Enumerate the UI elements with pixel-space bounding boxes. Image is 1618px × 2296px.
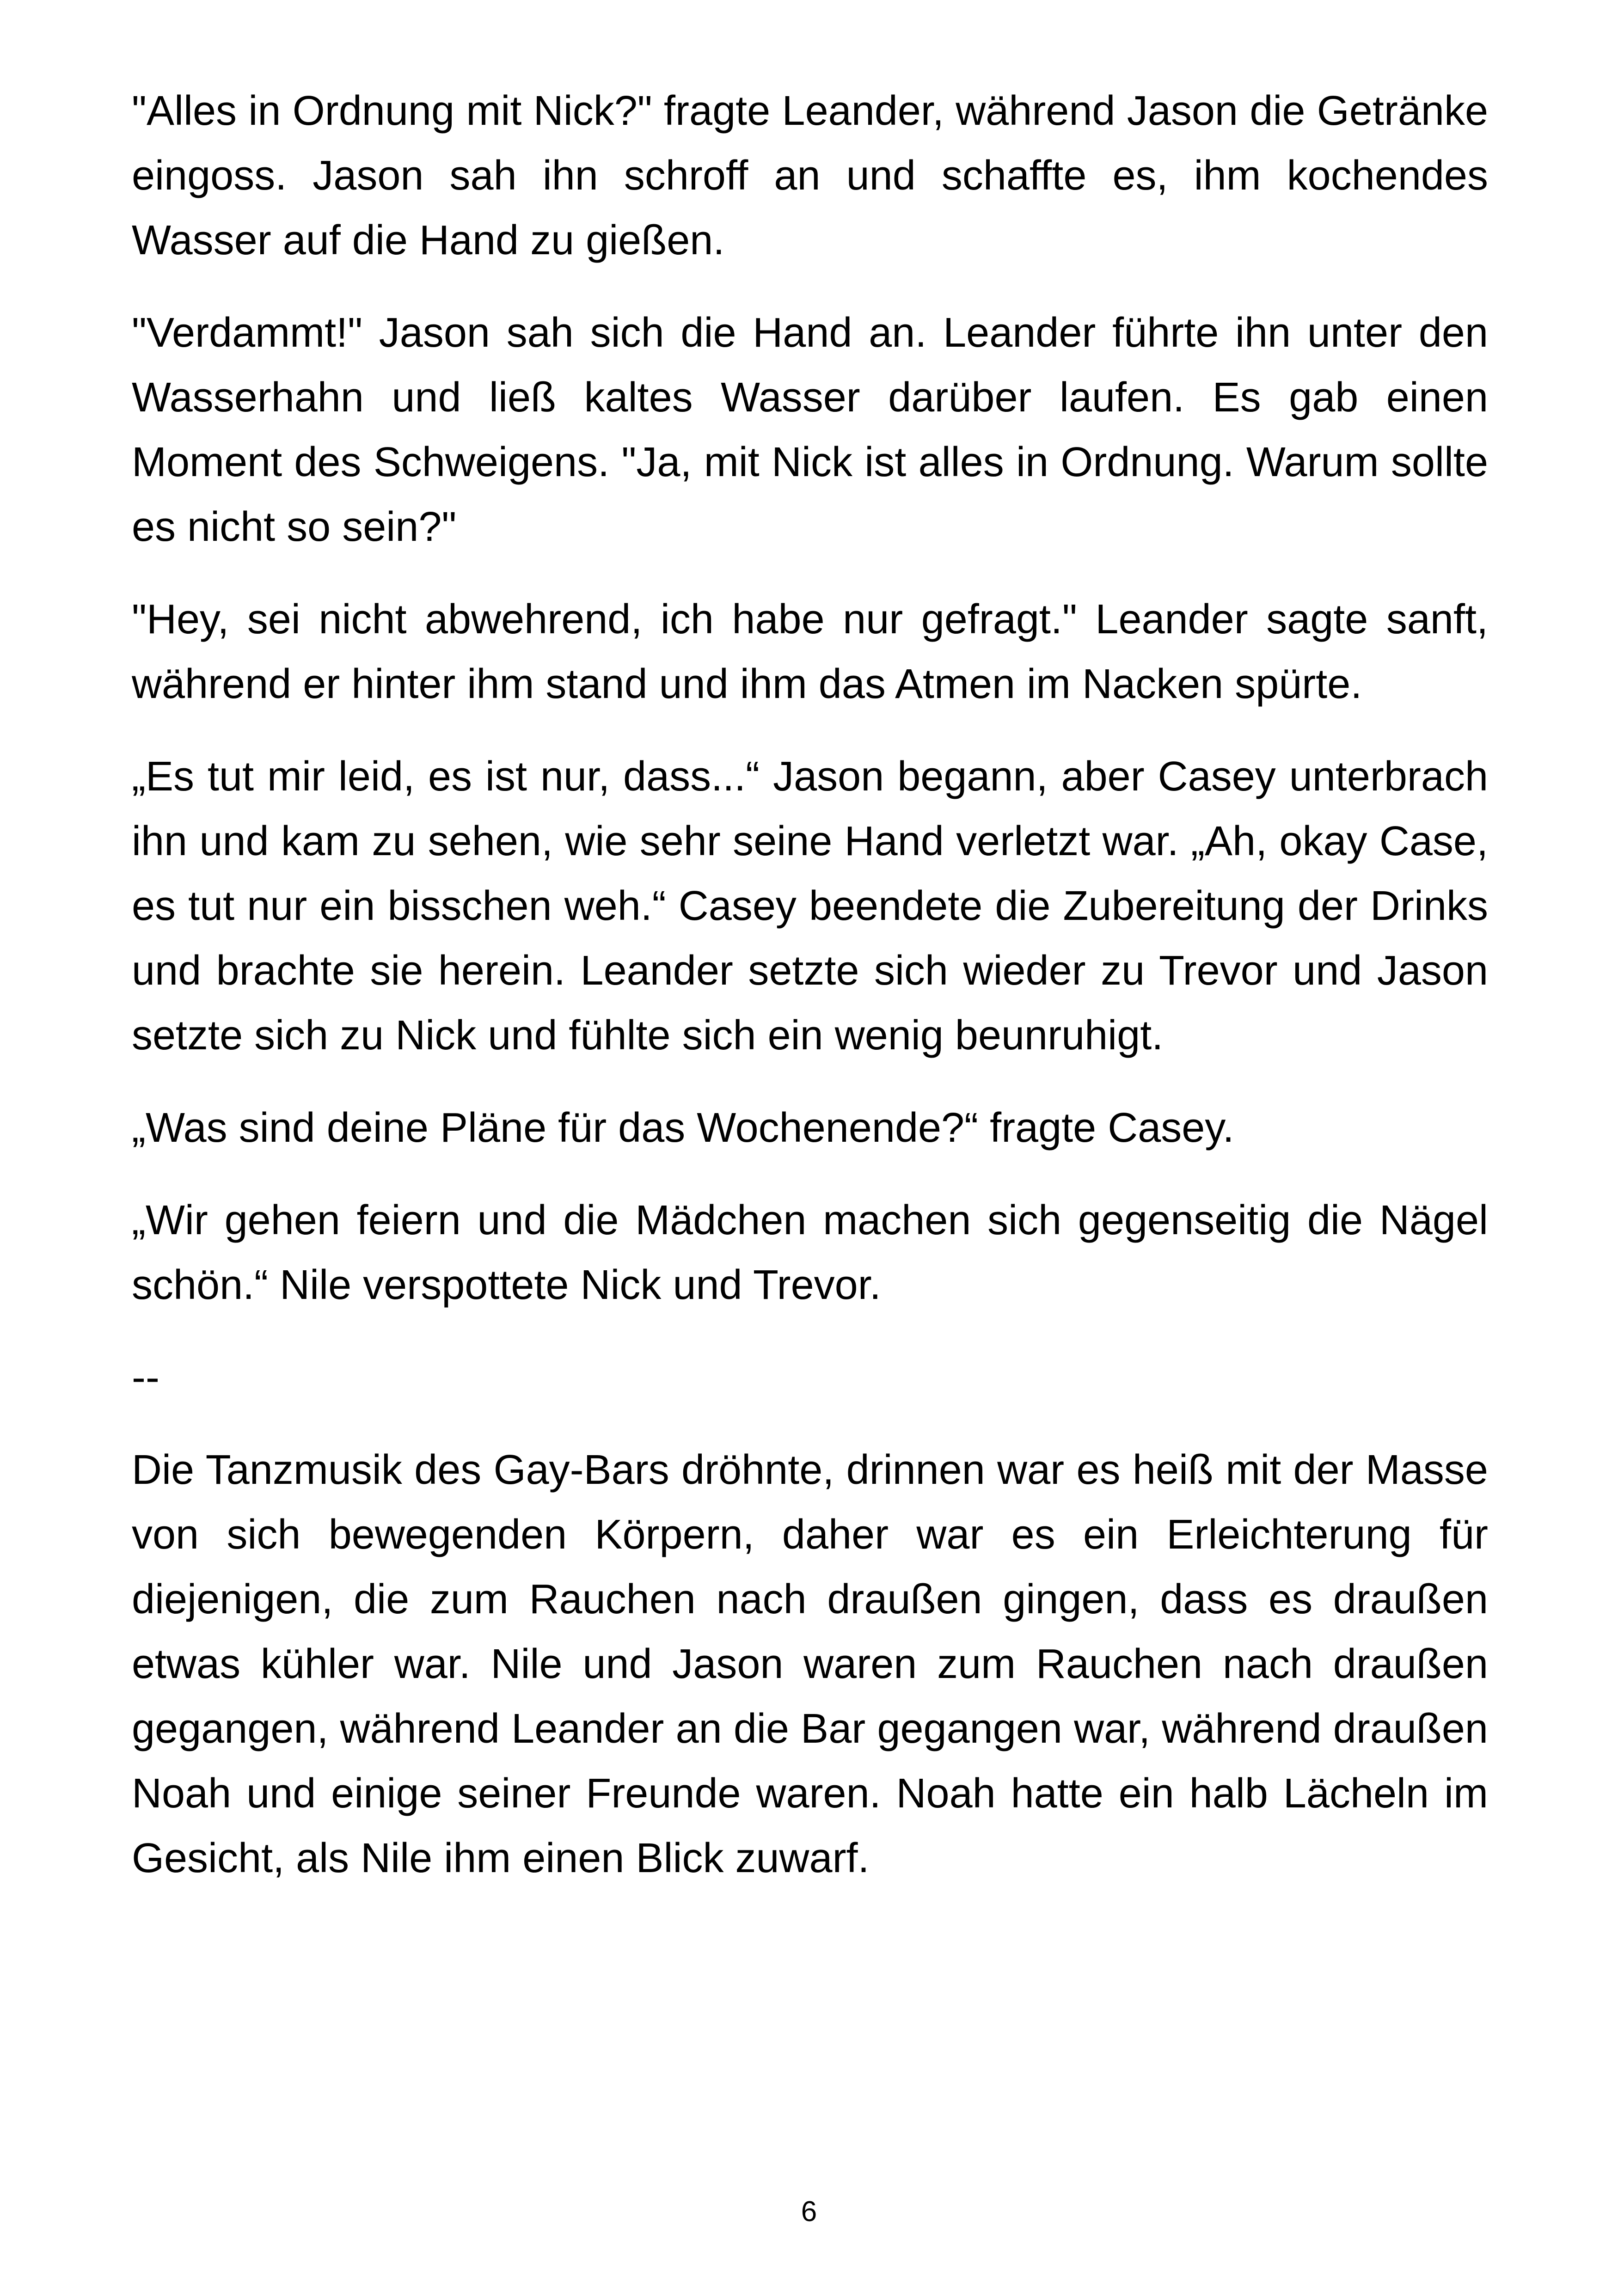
body-text xyxy=(132,79,1488,1918)
paragraph-3: "Hey, sei nicht abwehrend, ich habe nur gefragt." Leander sagte sanft, während er hinter ihm stand und ihm das Atmen im Nacken spürte. xyxy=(132,596,1488,707)
paragraph-5: „Was sind deine Pläne für das Wochenende?“ fragte Casey. xyxy=(132,1105,1234,1151)
paragraph-2: "Verdammt!" Jason sah sich die Hand an. Leander führte ihn unter den Wasserhahn und ließ kaltes Wasser darüber laufen. Es gab einen Moment des Schweigens. "Ja, mit Nick ist alles in Ordnung. Warum sollte es nicht so sein?" xyxy=(132,310,1488,550)
paragraph-7: Die Tanzmusik des Gay-Bars dröhnte, drinnen war es heiß mit der Masse von sich bewegenden Körpern, daher war es ein Erleichterung für diejenigen, die zum Rauchen nach draußen gingen, dass es draußen etwas kühler war. Nile und Jason waren zum Rauchen nach draußen gegangen, während Leander an die Bar gegangen war, während draußen Noah und einige seiner Freunde waren. Noah hatte ein halb Lächeln im Gesicht, als Nile ihm einen Blick zuwarf. xyxy=(132,1447,1488,1881)
page-number: 6 xyxy=(801,2196,817,2228)
paragraph-6: „Wir gehen feiern und die Mädchen machen sich gegenseitig die Nägel schön.“ Nile verspottete Nick und Trevor. xyxy=(132,1197,1488,1308)
scene-break: -- xyxy=(132,1354,159,1401)
paragraph-4: „Es tut mir leid, es ist nur, dass...“ Jason begann, aber Casey unterbrach ihn und kam zu sehen, wie sehr seine Hand verletzt war. „Ah, okay Case, es tut nur ein bisschen weh.“ Casey beendete die Zubereitung der Drinks und brachte sie herein. Leander setzte sich wieder zu Trevor und Jason setzte sich zu Nick und fühlte sich ein wenig beunruhigt. xyxy=(132,753,1488,1059)
paragraph-1: "Alles in Ordnung mit Nick?" fragte Leander, während Jason die Getränke eingoss. Jason sah ihn schroff an und schaffte es, ihm kochendes Wasser auf die Hand zu gießen. xyxy=(132,88,1488,263)
